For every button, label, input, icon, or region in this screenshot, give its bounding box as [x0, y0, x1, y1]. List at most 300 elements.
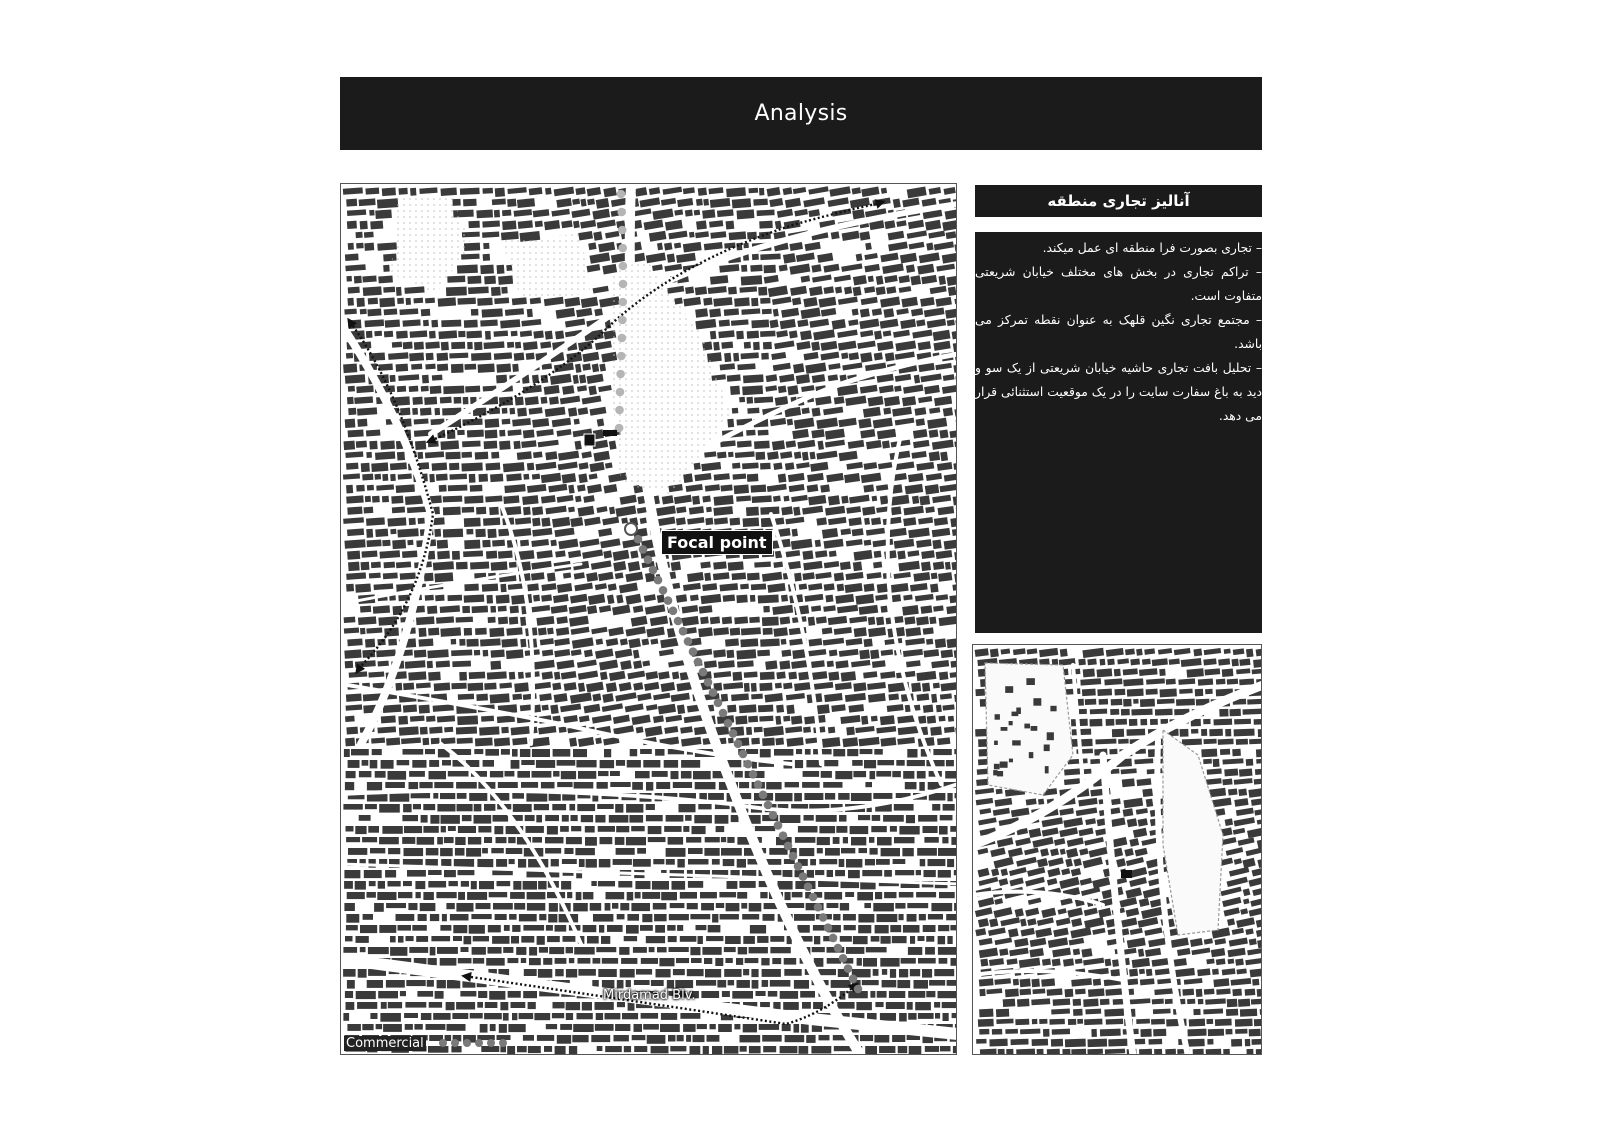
building-footprint: [780, 1046, 798, 1053]
building-footprint: [417, 452, 423, 459]
building-footprint: [346, 925, 358, 930]
building-footprint: [646, 782, 653, 791]
building-footprint: [462, 441, 481, 448]
building-footprint: [661, 1013, 677, 1020]
building-footprint: [863, 484, 874, 492]
building-footprint: [595, 815, 605, 823]
building-footprint: [398, 936, 404, 943]
building-footprint: [468, 221, 479, 228]
building-footprint: [653, 859, 664, 864]
building-footprint: [725, 936, 741, 944]
building-footprint: [1245, 1039, 1251, 1046]
building-footprint: [547, 936, 560, 942]
building-footprint: [626, 837, 646, 845]
building-footprint: [882, 969, 887, 975]
analysis-notes-panel: [975, 232, 1262, 633]
building-footprint: [1104, 678, 1122, 685]
building-footprint: [1226, 1029, 1233, 1035]
building-footprint: [883, 308, 894, 318]
main-map-canvas: [341, 184, 957, 1055]
building-footprint: [837, 1002, 854, 1009]
building-footprint: [929, 451, 941, 461]
building-footprint: [871, 936, 880, 942]
building-footprint: [425, 298, 435, 304]
building-footprint: [811, 1046, 831, 1054]
building-footprint: [345, 991, 353, 998]
building-footprint: [816, 815, 837, 822]
building-footprint: [724, 947, 736, 952]
building-footprint: [527, 892, 546, 899]
building-footprint: [975, 689, 985, 696]
building-footprint: [488, 617, 496, 623]
building-footprint: [1123, 678, 1143, 686]
building-footprint: [741, 903, 747, 909]
building-footprint: [635, 771, 650, 778]
building-footprint: [797, 925, 809, 933]
building-footprint: [783, 683, 792, 690]
building-footprint: [918, 716, 926, 724]
building-footprint: [496, 859, 507, 867]
building-footprint: [467, 892, 487, 900]
building-footprint: [760, 253, 780, 260]
building-footprint: [666, 815, 684, 822]
building-footprint: [426, 353, 434, 361]
building-footprint: [1019, 989, 1031, 996]
building-footprint: [347, 1024, 361, 1031]
building-footprint: [1047, 732, 1054, 740]
building-footprint: [729, 231, 747, 240]
building-footprint: [436, 616, 454, 623]
building-footprint: [1249, 1029, 1261, 1037]
building-footprint: [877, 837, 892, 845]
building-footprint: [375, 451, 395, 460]
building-footprint: [541, 518, 550, 527]
building-footprint: [400, 408, 410, 416]
building-footprint: [1187, 668, 1204, 677]
building-footprint: [873, 903, 894, 911]
building-footprint: [874, 551, 882, 558]
building-footprint: [492, 199, 506, 206]
building-footprint: [533, 595, 540, 602]
building-footprint: [931, 694, 937, 703]
building-footprint: [762, 969, 781, 977]
building-footprint: [360, 947, 366, 952]
building-footprint: [677, 859, 684, 868]
building-footprint: [741, 627, 761, 635]
building-footprint: [760, 672, 775, 680]
building-footprint: [877, 991, 887, 998]
building-footprint: [615, 837, 625, 845]
building-footprint: [916, 418, 925, 426]
building-footprint: [527, 463, 535, 471]
building-footprint: [792, 529, 798, 537]
building-footprint: [876, 771, 891, 777]
building-footprint: [1083, 669, 1095, 678]
building-footprint: [787, 419, 793, 426]
building-footprint: [1136, 1019, 1150, 1024]
building-footprint: [1219, 709, 1228, 717]
building-footprint: [858, 914, 874, 923]
building-footprint: [499, 1024, 507, 1033]
building-footprint: [1083, 999, 1098, 1007]
building-footprint: [742, 462, 759, 469]
building-footprint: [740, 1035, 761, 1042]
building-footprint: [458, 331, 465, 337]
building-footprint: [404, 1013, 418, 1018]
building-footprint: [739, 704, 757, 713]
building-footprint: [716, 826, 725, 832]
building-footprint: [431, 320, 438, 328]
building-footprint: [488, 925, 501, 932]
building-footprint: [390, 529, 396, 534]
building-footprint: [506, 627, 522, 635]
building-footprint: [1114, 689, 1125, 696]
building-footprint: [859, 649, 870, 659]
building-footprint: [447, 1024, 466, 1031]
building-footprint: [1095, 739, 1116, 745]
building-footprint: [513, 881, 521, 890]
building-footprint: [595, 1002, 614, 1010]
building-footprint: [529, 958, 541, 965]
building-footprint: [449, 353, 468, 359]
building-footprint: [652, 881, 669, 890]
building-footprint: [1204, 739, 1217, 744]
building-footprint: [511, 760, 520, 769]
building-footprint: [456, 617, 473, 623]
building-footprint: [798, 826, 818, 833]
building-footprint: [758, 705, 773, 713]
building-footprint: [735, 716, 747, 725]
building-footprint: [578, 473, 587, 483]
building-footprint: [519, 914, 537, 921]
building-footprint: [947, 859, 954, 867]
building-footprint: [1191, 729, 1198, 734]
building-footprint: [428, 958, 437, 965]
building-footprint: [546, 1024, 557, 1029]
building-footprint: [752, 980, 759, 989]
building-footprint: [521, 936, 534, 943]
building-footprint: [440, 793, 455, 799]
building-footprint: [488, 947, 502, 954]
building-footprint: [545, 451, 557, 460]
building-footprint: [880, 737, 896, 746]
building-footprint: [1246, 1049, 1253, 1055]
building-footprint: [769, 848, 787, 855]
commercial-dot: [729, 729, 738, 738]
building-footprint: [1005, 1029, 1018, 1034]
building-footprint: [841, 671, 856, 681]
building-footprint: [418, 638, 433, 646]
building-footprint: [926, 991, 935, 997]
building-footprint: [944, 726, 955, 733]
building-footprint: [1152, 999, 1164, 1005]
building-footprint: [398, 892, 412, 898]
building-footprint: [758, 594, 779, 603]
building-footprint: [835, 287, 842, 294]
building-footprint: [451, 342, 465, 349]
inset-map-canvas: [973, 645, 1262, 1055]
building-footprint: [897, 980, 910, 988]
building-footprint: [347, 892, 365, 899]
building-footprint: [527, 583, 539, 591]
commercial-dot: [724, 719, 733, 728]
building-footprint: [807, 870, 814, 879]
building-footprint: [532, 837, 542, 843]
building-footprint: [853, 771, 866, 777]
building-footprint: [762, 1035, 782, 1042]
building-footprint: [379, 804, 400, 813]
building-footprint: [676, 594, 687, 602]
building-footprint: [509, 672, 516, 680]
building-footprint: [802, 550, 813, 560]
building-footprint: [512, 925, 520, 932]
building-footprint: [653, 903, 667, 910]
building-footprint: [816, 517, 827, 525]
building-footprint: [574, 947, 595, 955]
commercial-dot: [834, 944, 843, 953]
building-footprint: [824, 760, 838, 766]
building-footprint: [804, 793, 823, 800]
building-footprint: [1116, 719, 1127, 725]
commercial-dot: [619, 298, 628, 307]
building-footprint: [624, 936, 637, 941]
building-footprint: [533, 330, 544, 338]
building-footprint: [434, 682, 451, 691]
building-footprint: [951, 958, 958, 966]
building-footprint: [431, 936, 450, 941]
building-footprint: [778, 474, 787, 483]
building-footprint: [759, 683, 772, 691]
building-footprint: [578, 969, 596, 976]
building-footprint: [1256, 749, 1262, 758]
building-footprint: [461, 452, 472, 458]
building-footprint: [596, 947, 616, 952]
building-footprint: [686, 1035, 691, 1042]
commercial-dot: [714, 699, 723, 708]
building-footprint: [595, 738, 602, 745]
building-footprint: [616, 826, 629, 832]
building-footprint: [865, 1046, 877, 1055]
building-footprint: [345, 419, 356, 428]
commercial-dot: [774, 821, 783, 830]
building-footprint: [802, 452, 809, 461]
commercial-dot: [719, 709, 728, 718]
building-footprint: [471, 352, 491, 360]
building-footprint: [946, 914, 957, 920]
building-footprint: [527, 903, 545, 911]
building-footprint: [996, 789, 1003, 795]
building-footprint: [400, 572, 416, 579]
building-footprint: [702, 209, 715, 218]
building-footprint: [721, 694, 728, 702]
building-footprint: [846, 727, 855, 736]
building-footprint: [757, 210, 775, 217]
building-footprint: [409, 947, 428, 953]
building-footprint: [626, 804, 643, 813]
building-footprint: [681, 760, 700, 768]
building-footprint: [500, 319, 520, 328]
building-footprint: [1245, 989, 1256, 996]
building-footprint: [802, 782, 820, 788]
building-footprint: [483, 243, 489, 249]
building-footprint: [952, 528, 957, 536]
building-footprint: [643, 760, 660, 768]
building-footprint: [772, 440, 785, 450]
building-footprint: [882, 980, 897, 987]
building-footprint: [472, 947, 486, 955]
building-footprint: [358, 969, 367, 978]
building-footprint: [451, 650, 472, 657]
building-footprint: [357, 298, 365, 307]
building-footprint: [923, 627, 934, 634]
building-footprint: [732, 991, 753, 999]
building-footprint: [938, 991, 958, 998]
building-footprint: [932, 804, 940, 811]
building-footprint: [347, 980, 355, 989]
building-footprint: [427, 606, 437, 614]
building-footprint: [728, 561, 744, 570]
building-footprint: [687, 969, 704, 976]
commercial-dot: [617, 190, 626, 199]
analysis-point: – تحلیل بافت تجاری حاشیه خیابان شریعتی از یک سو و دید به باغ سفارت سایت را در یک موقعیت استثنائی قرار می دهد.: [975, 361, 1262, 423]
building-footprint: [943, 1013, 949, 1021]
building-footprint: [866, 947, 887, 952]
building-footprint: [380, 1013, 401, 1022]
building-footprint: [407, 540, 413, 545]
building-footprint: [841, 353, 848, 360]
building-footprint: [343, 364, 357, 374]
building-footprint: [1246, 649, 1254, 658]
building-footprint: [672, 881, 686, 890]
building-footprint: [648, 837, 666, 842]
building-footprint: [466, 331, 482, 339]
building-footprint: [507, 1046, 515, 1055]
building-footprint: [420, 903, 436, 911]
building-footprint: [496, 375, 507, 384]
building-footprint: [1203, 1009, 1223, 1015]
building-footprint: [385, 782, 405, 788]
building-footprint: [636, 726, 644, 733]
building-footprint: [366, 627, 382, 633]
building-footprint: [1161, 719, 1169, 724]
building-footprint: [950, 925, 957, 930]
building-footprint: [403, 342, 413, 350]
building-footprint: [1260, 1009, 1262, 1015]
building-footprint: [950, 517, 957, 527]
building-footprint: [492, 540, 505, 547]
building-footprint: [898, 1046, 908, 1053]
building-footprint: [509, 859, 515, 864]
building-footprint: [1125, 648, 1135, 655]
building-footprint: [659, 958, 674, 966]
building-footprint: [473, 958, 484, 964]
building-footprint: [724, 1046, 739, 1054]
building-footprint: [737, 440, 752, 447]
building-footprint: [664, 760, 678, 768]
building-footprint: [785, 462, 795, 470]
building-footprint: [739, 782, 749, 788]
building-footprint: [725, 638, 739, 646]
building-footprint: [828, 495, 840, 505]
building-footprint: [412, 760, 426, 768]
building-footprint: [713, 649, 726, 657]
building-footprint: [484, 837, 492, 843]
building-footprint: [428, 870, 442, 875]
building-footprint: [574, 419, 580, 425]
building-footprint: [490, 474, 503, 483]
building-footprint: [569, 738, 577, 747]
building-footprint: [444, 870, 456, 877]
building-footprint: [1053, 998, 1071, 1005]
building-footprint: [378, 364, 393, 371]
building-footprint: [371, 562, 381, 568]
building-footprint: [521, 782, 538, 788]
building-footprint: [911, 683, 921, 692]
building-footprint: [873, 561, 882, 568]
building-footprint: [668, 837, 684, 845]
building-footprint: [660, 1024, 680, 1032]
building-footprint: [759, 188, 764, 196]
building-footprint: [621, 518, 628, 524]
building-footprint: [344, 870, 360, 878]
building-footprint: [464, 540, 480, 550]
building-footprint: [634, 1024, 643, 1032]
building-footprint: [1129, 969, 1138, 977]
building-footprint: [856, 1002, 872, 1010]
building-footprint: [392, 507, 405, 514]
building-footprint: [441, 826, 446, 832]
building-footprint: [552, 682, 561, 690]
building-footprint: [546, 925, 553, 931]
building-footprint: [348, 429, 364, 437]
building-footprint: [727, 837, 734, 843]
building-footprint: [464, 936, 472, 944]
building-footprint: [1024, 724, 1030, 729]
building-footprint: [1227, 679, 1238, 685]
building-footprint: [952, 1013, 957, 1018]
building-footprint: [680, 1013, 700, 1019]
building-footprint: [369, 573, 381, 579]
building-footprint: [383, 265, 390, 272]
building-footprint: [732, 198, 751, 208]
building-footprint: [805, 749, 811, 755]
building-footprint: [675, 980, 693, 988]
building-footprint: [429, 760, 439, 767]
building-footprint: [938, 572, 952, 582]
building-footprint: [550, 705, 558, 715]
building-footprint: [1038, 799, 1044, 805]
building-footprint: [474, 815, 492, 824]
building-footprint: [447, 430, 455, 439]
building-footprint: [622, 1013, 638, 1019]
building-footprint: [490, 771, 503, 777]
building-footprint: [1020, 1029, 1040, 1035]
building-footprint: [727, 705, 736, 713]
commercial-dot: [654, 576, 663, 585]
building-footprint: [476, 507, 486, 515]
building-footprint: [1068, 1019, 1076, 1025]
building-footprint: [758, 287, 767, 296]
building-footprint: [469, 672, 486, 680]
building-footprint: [858, 925, 871, 933]
building-footprint: [478, 991, 487, 998]
building-footprint: [447, 980, 460, 988]
building-footprint: [1254, 779, 1262, 785]
building-footprint: [868, 617, 876, 625]
building-footprint: [463, 199, 477, 207]
building-footprint: [356, 936, 369, 943]
building-footprint: [796, 749, 802, 754]
